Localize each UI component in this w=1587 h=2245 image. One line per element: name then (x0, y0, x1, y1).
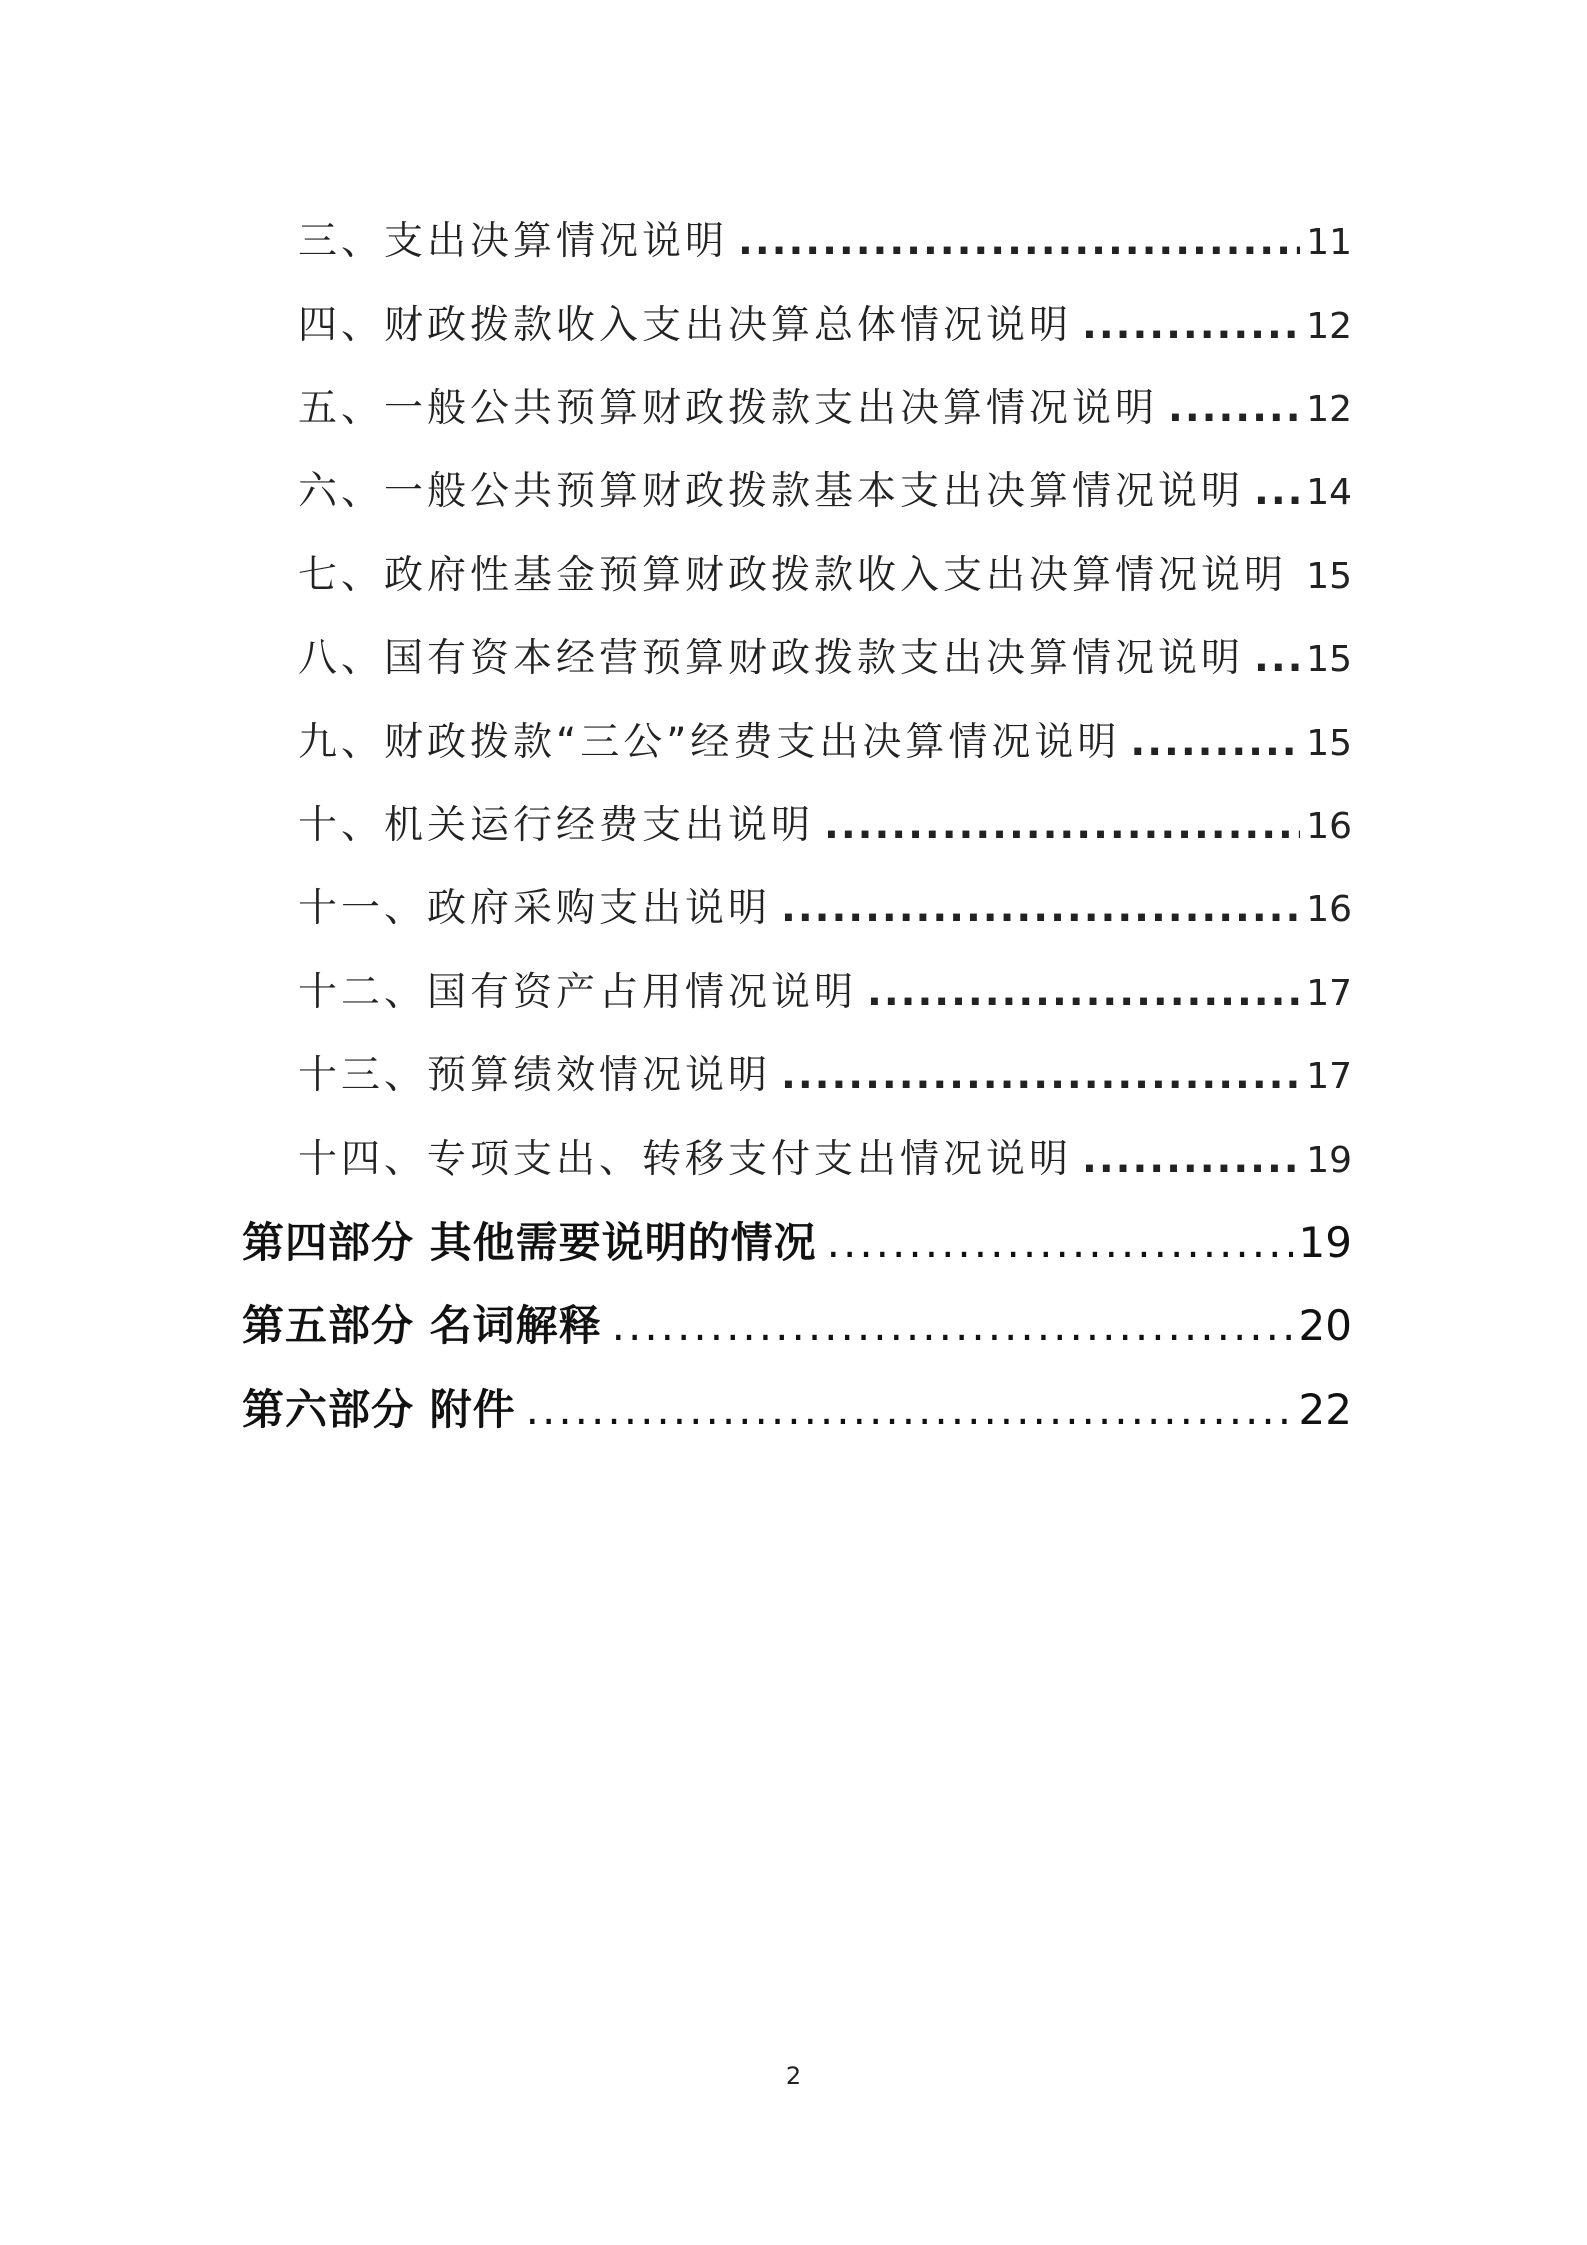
toc-dot-leader (867, 970, 1300, 1015)
toc-entry-title: 十三、预算绩效情况说明 (298, 1053, 772, 1098)
toc-entry-part-five[interactable] (242, 1293, 1352, 1353)
toc-entry-gov-fund[interactable] (298, 544, 1352, 600)
toc-entry-page: 14 (1306, 472, 1352, 513)
toc-entry-title: 第六部分 附件 (242, 1385, 516, 1434)
page-number: 2 (785, 2062, 802, 2090)
toc-entry-performance[interactable] (298, 1044, 1352, 1100)
toc-dot-leader (824, 803, 1300, 848)
toc-entry-part-four[interactable] (242, 1210, 1352, 1270)
toc-entry-title: 第五部分 名词解释 (242, 1301, 602, 1350)
toc-dot-leader (526, 1385, 1293, 1434)
toc-entry-title: 第四部分 其他需要说明的情况 (242, 1218, 817, 1267)
toc-dot-leader (1297, 553, 1300, 598)
toc-entry-special-transfer[interactable] (298, 1128, 1352, 1184)
toc-entry-page: 17 (1306, 973, 1352, 1014)
toc-dot-leader (827, 1218, 1293, 1267)
toc-entry-page: 16 (1306, 889, 1352, 930)
toc-entry-title: 七、政府性基金预算财政拨款收入支出决算情况说明 (298, 553, 1288, 598)
toc-entry-page: 16 (1306, 806, 1352, 847)
toc-entry-title: 九、财政拨款“三公”经费支出决算情况说明 (298, 720, 1121, 765)
toc-entry-page: 19 (1306, 1140, 1352, 1181)
toc-entry-page: 20 (1298, 1301, 1352, 1350)
toc-entry-title: 五、一般公共预算财政拨款支出决算情况说明 (298, 386, 1159, 431)
toc-entry-page: 11 (1306, 222, 1352, 263)
toc-entry-fiscal-overall[interactable] (298, 294, 1352, 350)
toc-dot-leader (781, 886, 1300, 931)
toc-entry-agency-operation[interactable] (298, 794, 1352, 850)
toc-dot-leader (1254, 636, 1300, 681)
toc-entry-three-public[interactable] (298, 711, 1352, 767)
toc-entry-page: 17 (1306, 1056, 1352, 1097)
toc-entry-general-budget[interactable] (298, 377, 1352, 433)
toc-entry-part-six[interactable] (242, 1377, 1352, 1437)
toc-entry-title: 十四、专项支出、转移支付支出情况说明 (298, 1137, 1073, 1182)
toc-entry-page: 22 (1298, 1385, 1352, 1434)
toc-dot-leader (1254, 469, 1300, 514)
toc-dot-leader (1168, 386, 1300, 431)
toc-entry-page: 15 (1306, 723, 1352, 764)
toc-dot-leader (781, 1053, 1300, 1098)
toc-entry-title: 十一、政府采购支出说明 (298, 886, 772, 931)
toc-entry-title: 八、国有资本经营预算财政拨款支出决算情况说明 (298, 636, 1245, 681)
toc-entry-general-basic[interactable] (298, 460, 1352, 516)
toc-entry-title: 十、机关运行经费支出说明 (298, 803, 815, 848)
toc-entry-expenditure[interactable] (298, 210, 1352, 266)
toc-dot-leader (1130, 720, 1300, 765)
toc-dot-leader (738, 219, 1300, 264)
toc-entry-title: 三、支出决算情况说明 (298, 219, 729, 264)
toc-dot-leader (1082, 1137, 1300, 1182)
toc-entry-state-capital[interactable] (298, 627, 1352, 683)
toc-entry-title: 十二、国有资产占用情况说明 (298, 970, 858, 1015)
toc-entry-page: 15 (1306, 639, 1352, 680)
toc-entry-title: 四、财政拨款收入支出决算总体情况说明 (298, 303, 1073, 348)
toc-entry-page: 15 (1306, 556, 1352, 597)
toc-dot-leader (1082, 303, 1300, 348)
toc-entry-procurement[interactable] (298, 877, 1352, 933)
toc-entry-state-assets[interactable] (298, 961, 1352, 1017)
toc-dot-leader (612, 1301, 1293, 1350)
toc-entry-page: 12 (1306, 306, 1352, 347)
toc-entry-page: 12 (1306, 389, 1352, 430)
toc-entry-page: 19 (1298, 1218, 1352, 1267)
toc-entry-title: 六、一般公共预算财政拨款基本支出决算情况说明 (298, 469, 1245, 514)
